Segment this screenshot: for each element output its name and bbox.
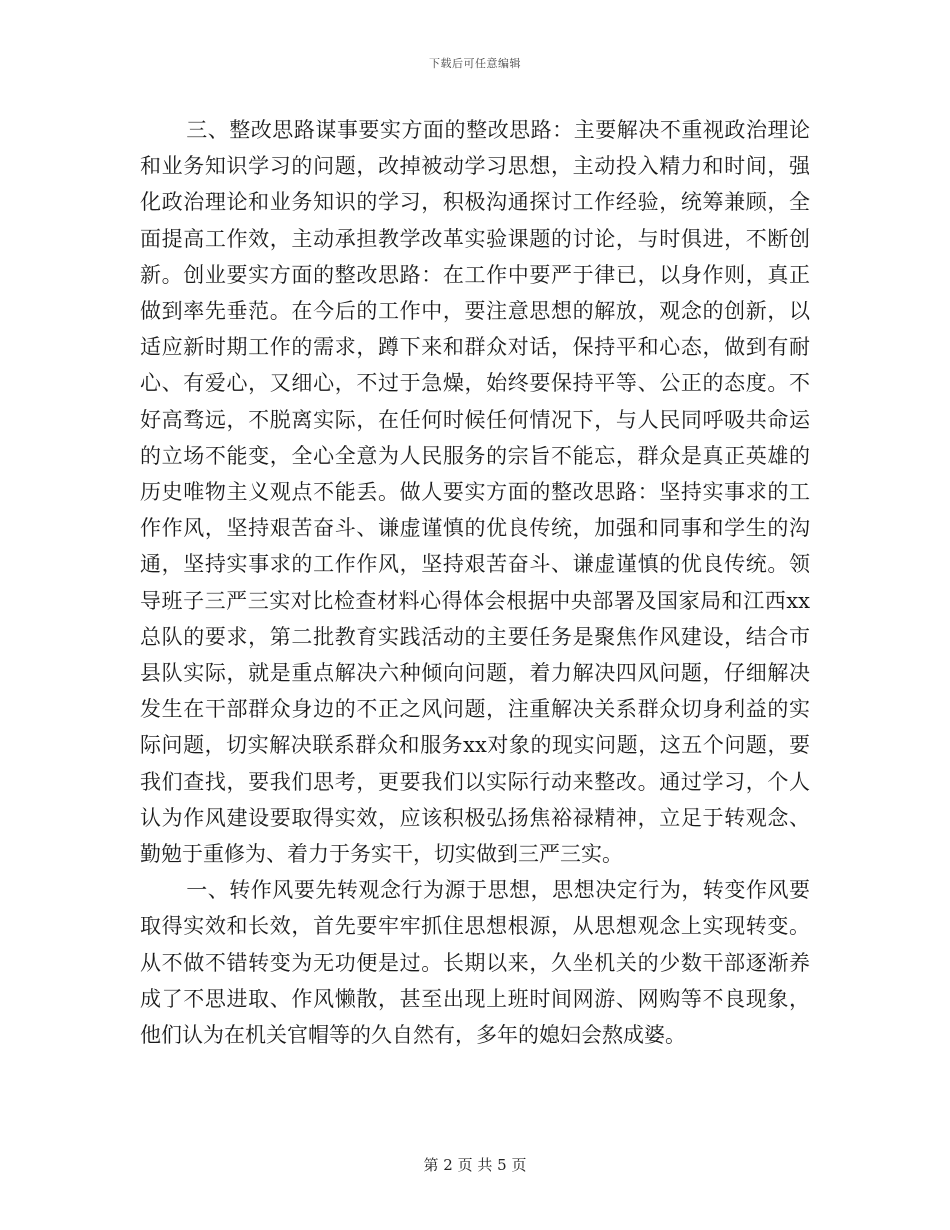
document-body: [140, 112, 810, 1053]
paragraph-change-mindset: 一、转作风要先转观念行为源于思想，思想决定行为，转变作风要取得实效和长效，首先要牢牢抓住思想根源，从思想观念上实现转变。从不做不错转变为无功便是过。长期以来，久坐机关的少数干部逐渐养成了不思进取、作风懒散，甚至出现上班时间网游、网购等不良现象，他们认为在机关官帽等的久自然有，多年的媳妇会熬成婆。: [140, 878, 810, 1048]
page-header: 下载后可任意编辑: [429, 57, 521, 70]
page-number: 第 2 页 共 5 页: [423, 1156, 527, 1174]
paragraph-rectification-ideas: 三、整改思路谋事要实方面的整改思路：主要解决不重视政治理论和业务知识学习的问题，改掉被动学习思想，主动投入精力和时间，强化政治理论和业务知识的学习，积极沟通探讨工作经验，统筹兼顾，全面提高工作效，主动承担教学改革实验课题的讨论，与时俱进，不断创新。创业要实方面的整改思路：在工作中要严于律已，以身作则，真正做到率先垂范。在今后的工作中，要注意思想的解放，观念的创新，以适应新时期工作的需求，蹲下来和群众对话，保持平和心态，做到有耐心、有爱心，又细心，不过于急燥，始终要保持平等、公正的态度。不好高骛远，不脱离实际，在任何时候任何情况下，与人民同呼吸共命运的立场不能变，全心全意为人民服务的宗旨不能忘，群众是真正英雄的历史唯物主义观点不能丢。做人要实方面的整改思路：坚持实事求的工作作风，坚持艰苦奋斗、谦虚谨慎的优良传统，加强和同事和学生的沟通，坚持实事求的工作作风，坚持艰苦奋斗、谦虚谨慎的优良传统。领导班子三严三实对比检查材料心得体会根据中央部署及国家局和江西xx总队的要求，第二批教育实践活动的主要任务是聚焦作风建设，结合市县队实际，就是重点解决六种倾向问题，着力解决四风问题，仔细解决发生在干部群众身边的不正之风问题，注重解决关系群众切身利益的实际问题，切实解决联系群众和服务xx对象的现实问题，这五个问题，要我们查找，要我们思考，更要我们以实际行动来整改。通过学习，个人认为作风建设要取得实效，应该积极弘扬焦裕禄精神，立足于转观念、勤勉于重修为、着力于务实干，切实做到三严三实。: [140, 118, 810, 867]
